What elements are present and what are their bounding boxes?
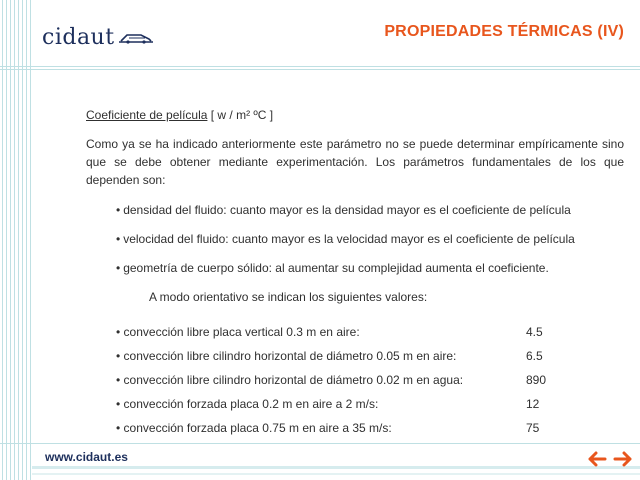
footer-bar <box>32 466 640 469</box>
value-label: convección forzada placa 0.75 m en aire a 35 m/s: <box>123 421 392 435</box>
value-label: convección libre cilindro horizontal de diámetro 0.05 m en aire: <box>123 349 457 363</box>
footer-divider <box>0 443 640 444</box>
intro-paragraph: Como ya se ha indicado anteriormente este parámetro no se puede determinar empíricamente sino que se debe obtener mediante experimentación. Los parámetros fundamentales de los que dependen son: <box>86 137 624 187</box>
header-divider <box>0 66 640 67</box>
arrow-left-icon <box>587 451 607 467</box>
value-row <box>116 320 624 344</box>
header-divider-2 <box>0 69 640 70</box>
value-number: 75 <box>526 421 540 435</box>
bullet-icon: • <box>116 203 121 217</box>
list-item: • geometría de cuerpo sólido: al aumentar su complejidad aumenta el coeficiente. <box>116 261 549 275</box>
bullet-icon: • <box>116 349 124 363</box>
car-logo-icon <box>119 30 153 49</box>
subtitle-units: [ w / m² ºC ] <box>207 108 274 122</box>
values-intro: A modo orientativo se indican los siguientes valores: <box>149 290 428 304</box>
values-list <box>116 320 624 440</box>
main-content <box>86 106 624 440</box>
value-number: 6.5 <box>526 349 543 363</box>
subtitle-link[interactable]: Coeficiente de película <box>86 108 208 122</box>
cidaut-logo <box>42 24 153 50</box>
value-number: 890 <box>526 373 547 387</box>
page-title: PROPIEDADES TÉRMICAS (IV) <box>384 23 624 40</box>
value-number: 12 <box>526 397 540 411</box>
footer-bar-2 <box>32 473 640 475</box>
value-row <box>116 392 624 416</box>
arrow-right-icon <box>613 451 633 467</box>
value-row <box>116 416 624 440</box>
bullet-icon: • <box>116 232 121 246</box>
value-row <box>116 368 624 392</box>
next-slide-button[interactable] <box>612 450 634 468</box>
slide-navigation <box>586 450 634 468</box>
bullet-list <box>116 201 624 277</box>
value-label: convección libre cilindro horizontal de diámetro 0.02 m en agua: <box>123 373 464 387</box>
bullet-icon: • <box>116 261 121 275</box>
value-row <box>116 344 624 368</box>
value-label: convección libre placa vertical 0.3 m en aire: <box>123 325 360 339</box>
bullet-icon: • <box>116 421 124 435</box>
footer-url-link[interactable]: www.cidaut.es <box>45 450 128 464</box>
left-stripes <box>0 0 32 480</box>
bullet-icon: • <box>116 325 124 339</box>
list-item: • velocidad del fluido: cuanto mayor es la velocidad mayor es el coeficiente de película <box>116 232 575 246</box>
bullet-icon: • <box>116 397 124 411</box>
value-label: convección forzada placa 0.2 m en aire a 2 m/s: <box>123 397 379 411</box>
previous-slide-button[interactable] <box>586 450 608 468</box>
bullet-icon: • <box>116 373 124 387</box>
value-number: 4.5 <box>526 325 543 339</box>
section-subtitle <box>86 106 624 124</box>
list-item: • densidad del fluido: cuanto mayor es la densidad mayor es el coeficiente de película <box>116 203 571 217</box>
logo-text: cidaut <box>42 24 115 50</box>
